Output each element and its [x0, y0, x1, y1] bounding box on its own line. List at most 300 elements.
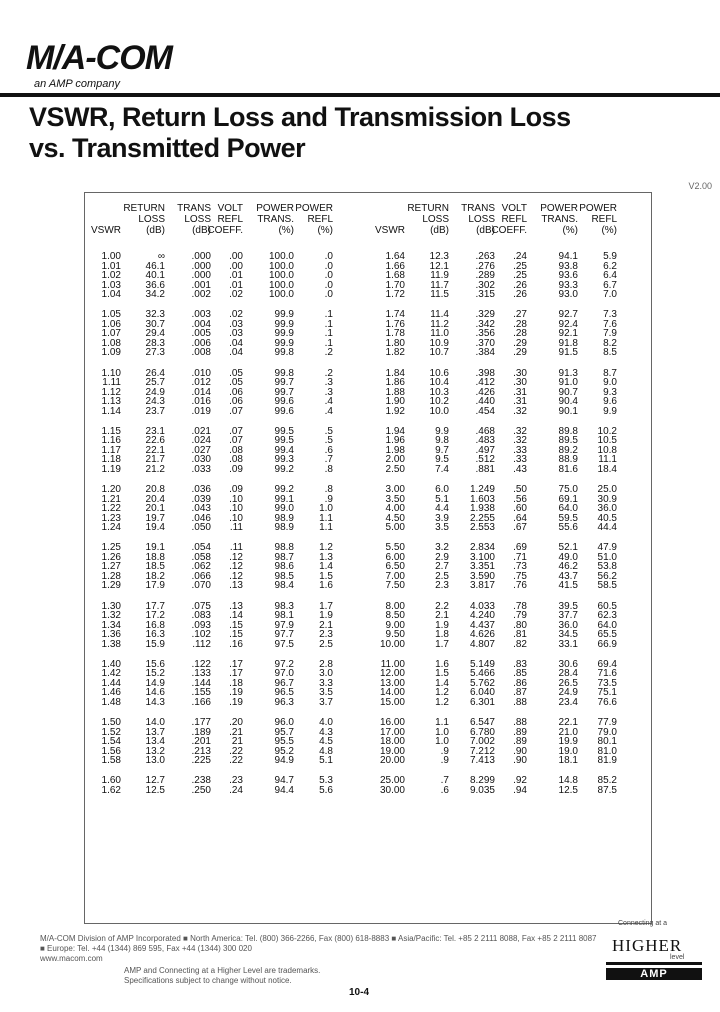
cell-volt-refl: .25 [513, 270, 527, 282]
header-return-loss: RETURN LOSS (dB) [407, 203, 449, 236]
footer-line-2: ■ Europe: Tel. +44 (1344) 869 595, Fax +44 (1344) 300 020 [40, 944, 252, 953]
cell-power-trans: 98.3 [274, 600, 294, 612]
cell-trans-loss: .016 [191, 396, 211, 408]
cell-power-trans: 99.7 [274, 386, 294, 398]
cell-power-trans: 55.6 [558, 522, 578, 534]
cell-volt-refl: .82 [513, 638, 527, 650]
cell-power-refl: .6 [324, 444, 333, 456]
cell-volt-refl: .12 [229, 551, 243, 563]
cell-power-trans: 98.4 [274, 580, 294, 592]
cell-return-loss: 23.7 [145, 405, 165, 417]
cell-trans-loss: .133 [191, 668, 211, 680]
cell-vswr: 1.70 [385, 279, 405, 291]
cell-power-refl: .0 [324, 289, 333, 301]
cell-volt-refl: .10 [229, 512, 243, 524]
cell-trans-loss: .177 [191, 717, 211, 728]
cell-volt-refl: .50 [513, 484, 527, 495]
cell-volt-refl: .07 [229, 425, 243, 437]
cell-vswr: 1.04 [101, 289, 121, 301]
cell-return-loss: 10.2 [429, 396, 449, 408]
cell-power-refl: 71.6 [597, 668, 617, 680]
cell-power-trans: 98.8 [274, 542, 294, 554]
cell-volt-refl: .04 [229, 337, 243, 349]
cell-power-refl: .7 [324, 454, 333, 466]
cell-power-trans: 100.0 [268, 260, 294, 272]
cell-vswr: 1.44 [101, 677, 121, 689]
cell-trans-loss: .070 [191, 580, 211, 592]
cell-trans-loss: .046 [191, 512, 211, 524]
cell-return-loss: 19.4 [145, 522, 165, 534]
header-power-refl: POWER REFL (%) [295, 203, 333, 236]
cell-power-refl: .5 [324, 425, 333, 437]
cell-trans-loss: .356 [475, 328, 495, 340]
cell-power-refl: 4.3 [319, 726, 333, 738]
cell-power-trans: 19.0 [558, 745, 578, 757]
cell-power-refl: 9.9 [603, 405, 617, 417]
cell-power-trans: 100.0 [268, 289, 294, 301]
cell-vswr: 1.29 [101, 580, 121, 592]
cell-trans-loss: 1.249 [469, 484, 495, 495]
cell-vswr: 1.14 [101, 405, 121, 417]
cell-volt-refl: .33 [513, 444, 527, 456]
page-number: 10-4 [349, 987, 370, 998]
cell-trans-loss: .008 [191, 347, 211, 359]
cell-trans-loss: 2.255 [469, 512, 495, 524]
cell-power-trans: 96.0 [274, 717, 294, 728]
cell-power-refl: .4 [324, 405, 333, 417]
cell-power-refl: 47.9 [597, 542, 617, 554]
brand-connecting: Connecting at a [618, 920, 668, 927]
cell-power-trans: 88.9 [558, 454, 578, 466]
cell-trans-loss: .005 [191, 328, 211, 340]
cell-power-trans: 18.1 [558, 755, 578, 767]
cell-vswr: 1.27 [101, 561, 121, 573]
cell-power-trans: 90.7 [558, 386, 578, 398]
cell-vswr: 1.64 [385, 251, 405, 262]
cell-volt-refl: .08 [229, 454, 243, 466]
cell-return-loss: 11.2 [430, 318, 449, 330]
header-vswr: VSWR [375, 225, 405, 236]
cell-volt-refl: .24 [229, 784, 243, 796]
cell-trans-loss: .454 [475, 405, 495, 417]
cell-volt-refl: .89 [513, 726, 527, 738]
cell-vswr: 1.23 [101, 512, 121, 524]
cell-volt-refl: .19 [229, 687, 243, 699]
cell-power-refl: 65.5 [597, 629, 617, 641]
cell-volt-refl: .88 [513, 696, 527, 708]
cell-vswr: 1.03 [101, 279, 121, 291]
footer-website[interactable]: www.macom.com [40, 954, 103, 963]
cell-power-refl: 1.9 [319, 610, 333, 622]
cell-return-loss: 18.8 [145, 551, 165, 563]
cell-power-refl: 1.5 [319, 570, 333, 582]
cell-volt-refl: .12 [229, 570, 243, 582]
cell-power-trans: 14.8 [558, 775, 578, 787]
cell-power-refl: 5.3 [319, 775, 333, 787]
cell-volt-refl: .11 [229, 542, 243, 554]
cell-power-refl: 81.0 [597, 745, 617, 757]
cell-power-trans: 99.9 [274, 318, 294, 330]
cell-return-loss: 27.3 [145, 347, 165, 359]
cell-return-loss: 13.2 [145, 745, 165, 757]
cell-power-trans: 99.0 [274, 503, 294, 515]
cell-trans-loss: .002 [191, 289, 211, 301]
cell-return-loss: 2.2 [435, 600, 449, 612]
cell-return-loss: 1.9 [435, 619, 449, 631]
cell-return-loss: 24.9 [145, 386, 165, 398]
cell-vswr: 1.48 [101, 696, 121, 708]
cell-volt-refl: .26 [513, 279, 527, 291]
cell-trans-loss: .006 [191, 337, 211, 349]
cell-power-refl: 2.5 [319, 638, 333, 650]
cell-vswr: 1.11 [102, 377, 121, 389]
cell-volt-refl: .78 [513, 600, 527, 612]
cell-volt-refl: .79 [513, 610, 527, 622]
cell-volt-refl: .90 [513, 745, 527, 757]
cell-power-trans: 95.5 [274, 736, 294, 748]
cell-volt-refl: .81 [513, 629, 527, 641]
cell-trans-loss: .201 [191, 736, 211, 748]
cell-return-loss: 10.9 [429, 337, 449, 349]
cell-return-loss: 20.4 [145, 493, 165, 505]
cell-trans-loss: .021 [191, 425, 211, 437]
cell-power-trans: 49.0 [558, 551, 578, 563]
cell-volt-refl: .32 [513, 435, 527, 447]
cell-power-trans: 96.5 [274, 687, 294, 699]
cell-power-trans: 98.9 [274, 522, 294, 534]
cell-vswr: 1.38 [101, 638, 121, 650]
cell-trans-loss: 4.626 [469, 629, 495, 641]
cell-power-refl: 1.3 [319, 551, 333, 563]
cell-vswr: 3.00 [385, 484, 405, 495]
cell-vswr: 15.00 [379, 696, 405, 708]
cell-volt-refl: .09 [229, 463, 243, 475]
cell-volt-refl: .17 [229, 658, 243, 670]
cell-power-trans: 99.6 [274, 396, 294, 408]
cell-return-loss: 21.2 [145, 463, 165, 475]
cell-power-trans: 99.8 [274, 367, 294, 379]
cell-trans-loss: .000 [191, 270, 211, 282]
cell-power-refl: 1.2 [319, 542, 333, 554]
cell-volt-refl: .05 [229, 377, 243, 389]
cell-power-refl: 4.0 [319, 717, 333, 728]
cell-return-loss: 15.2 [145, 668, 165, 680]
cell-volt-refl: .23 [229, 775, 243, 787]
cell-return-loss: 9.8 [435, 435, 449, 447]
macom-logo [26, 40, 186, 96]
cell-return-loss: 12.1 [429, 260, 449, 272]
cell-power-refl: 4.8 [319, 745, 333, 757]
cell-trans-loss: 7.002 [469, 736, 495, 748]
cell-power-trans: 100.0 [268, 270, 294, 282]
cell-vswr: 14.00 [379, 687, 405, 699]
cell-power-refl: 10.8 [597, 444, 617, 456]
cell-vswr: 1.66 [385, 260, 405, 272]
cell-trans-loss: .468 [475, 425, 495, 437]
cell-return-loss: 2.3 [435, 580, 449, 592]
cell-return-loss: 5.1 [435, 493, 449, 505]
header-power-refl: POWER REFL (%) [579, 203, 617, 236]
cell-vswr: 1.26 [101, 551, 121, 563]
cell-volt-refl: .60 [513, 503, 527, 515]
cell-power-trans: 93.3 [558, 279, 578, 291]
cell-power-refl: 73.5 [597, 677, 617, 689]
cell-power-trans: 97.7 [274, 629, 294, 641]
cell-vswr: 3.50 [385, 493, 405, 505]
cell-trans-loss: .398 [475, 367, 495, 379]
cell-return-loss: 40.1 [145, 270, 165, 282]
cell-vswr: 9.50 [385, 629, 405, 641]
cell-trans-loss: .102 [191, 629, 211, 641]
cell-vswr: 30.00 [379, 784, 405, 796]
cell-vswr: 1.86 [385, 377, 405, 389]
cell-vswr: 1.68 [385, 270, 405, 282]
cell-power-refl: .4 [324, 396, 333, 408]
cell-vswr: 25.00 [379, 775, 405, 787]
cell-volt-refl: .14 [229, 610, 243, 622]
cell-power-trans: 96.3 [274, 696, 294, 708]
cell-volt-refl: .90 [513, 755, 527, 767]
cell-trans-loss: .024 [191, 435, 211, 447]
cell-power-trans: 24.9 [558, 687, 578, 699]
cell-power-trans: 99.2 [274, 484, 294, 495]
cell-trans-loss: .039 [191, 493, 211, 505]
cell-power-trans: 91.0 [558, 377, 578, 389]
cell-vswr: 1.42 [101, 668, 121, 680]
cell-return-loss: .9 [440, 745, 449, 757]
cell-vswr: 1.18 [101, 454, 121, 466]
cell-vswr: 1.78 [385, 328, 405, 340]
cell-vswr: 1.80 [385, 337, 405, 349]
cell-power-trans: 75.0 [558, 484, 578, 495]
cell-vswr: 4.00 [385, 503, 405, 515]
cell-volt-refl: .30 [513, 367, 527, 379]
cell-volt-refl: .16 [229, 638, 243, 650]
cell-return-loss: 9.7 [435, 444, 449, 456]
cell-power-trans: 91.3 [558, 367, 578, 379]
cell-return-loss: 9.5 [435, 454, 449, 466]
cell-volt-refl: .29 [513, 337, 527, 349]
cell-vswr: 1.02 [101, 270, 121, 282]
cell-power-trans: 92.1 [558, 328, 578, 340]
cell-vswr: 9.00 [385, 619, 405, 631]
cell-vswr: 8.00 [385, 600, 405, 612]
cell-return-loss: 1.4 [435, 677, 449, 689]
cell-vswr: 1.12 [101, 386, 121, 398]
cell-return-loss: 10.0 [429, 405, 449, 417]
cell-vswr: 1.20 [101, 484, 121, 495]
cell-return-loss: 26.4 [145, 367, 165, 379]
cell-return-loss: 19.1 [145, 542, 165, 554]
cell-trans-loss: .881 [475, 463, 495, 475]
header-vswr: VSWR [91, 225, 121, 236]
cell-power-refl: .1 [324, 337, 333, 349]
title-line-1: VSWR, Return Loss and Transmission Loss [29, 102, 571, 132]
cell-trans-loss: .440 [475, 396, 495, 408]
cell-power-trans: 99.5 [274, 425, 294, 437]
cell-trans-loss: .144 [191, 677, 211, 689]
cell-return-loss: .7 [440, 775, 449, 787]
cell-return-loss: 2.9 [435, 551, 449, 563]
cell-power-trans: 33.1 [558, 638, 578, 650]
cell-trans-loss: .093 [191, 619, 211, 631]
cell-power-trans: 100.0 [268, 279, 294, 291]
cell-volt-refl: .22 [229, 755, 243, 767]
cell-power-trans: 99.6 [274, 405, 294, 417]
cell-vswr: 1.30 [101, 600, 121, 612]
cell-vswr: 1.98 [385, 444, 405, 456]
cell-volt-refl: .94 [513, 784, 527, 796]
cell-power-refl: 3.3 [319, 677, 333, 689]
cell-return-loss: 6.0 [435, 484, 449, 495]
cell-volt-refl: .08 [229, 444, 243, 456]
cell-power-refl: 58.5 [597, 580, 617, 592]
cell-volt-refl: .32 [513, 405, 527, 417]
cell-power-refl: 76.6 [597, 696, 617, 708]
cell-trans-loss: 4.807 [469, 638, 495, 650]
cell-volt-refl: .27 [513, 309, 527, 321]
cell-return-loss: 13.7 [145, 726, 165, 738]
cell-power-refl: .8 [324, 484, 333, 495]
cell-power-refl: 8.7 [603, 367, 617, 379]
cell-power-refl: 44.4 [597, 522, 617, 534]
cell-vswr: 17.00 [379, 726, 405, 738]
cell-vswr: 1.06 [101, 318, 121, 330]
cell-power-trans: 98.7 [274, 551, 294, 563]
cell-power-trans: 92.4 [558, 318, 578, 330]
cell-return-loss: 1.0 [435, 726, 449, 738]
cell-return-loss: 9.9 [435, 425, 449, 437]
cell-vswr: 6.00 [385, 551, 405, 563]
cell-vswr: 1.40 [101, 658, 121, 670]
cell-trans-loss: .050 [191, 522, 211, 534]
cell-volt-refl: .21 [229, 726, 243, 738]
cell-return-loss: 21.7 [145, 454, 165, 466]
cell-trans-loss: .058 [191, 551, 211, 563]
cell-trans-loss: .014 [191, 386, 211, 398]
cell-power-refl: 64.0 [597, 619, 617, 631]
header-rule [0, 93, 720, 97]
cell-power-refl: 9.3 [603, 386, 617, 398]
cell-volt-refl: .13 [229, 580, 243, 592]
cell-trans-loss: 5.466 [469, 668, 495, 680]
cell-power-trans: 36.0 [558, 619, 578, 631]
title-line-2: vs. Transmitted Power [29, 133, 306, 163]
cell-trans-loss: .054 [191, 542, 211, 554]
cell-volt-refl: .03 [229, 318, 243, 330]
cell-power-refl: .2 [324, 347, 333, 359]
cell-vswr: 1.24 [101, 522, 121, 534]
cell-vswr: 1.56 [101, 745, 121, 757]
cell-power-refl: 1.4 [319, 561, 333, 573]
cell-vswr: 1.22 [101, 503, 121, 515]
cell-trans-loss: .384 [475, 347, 495, 359]
cell-power-refl: 6.4 [603, 270, 617, 282]
cell-power-refl: 2.3 [319, 629, 333, 641]
cell-vswr: 10.00 [379, 638, 405, 650]
cell-power-trans: 59.5 [558, 512, 578, 524]
cell-trans-loss: .000 [191, 251, 211, 262]
cell-power-refl: 8.5 [603, 347, 617, 359]
cell-vswr: 1.96 [385, 435, 405, 447]
cell-vswr: 1.09 [101, 347, 121, 359]
cell-trans-loss: .003 [191, 309, 211, 321]
cell-power-trans: 69.1 [558, 493, 578, 505]
cell-volt-refl: .76 [513, 580, 527, 592]
cell-return-loss: 13.4 [145, 736, 165, 748]
table-left-column [85, 193, 365, 923]
cell-power-refl: 1.0 [319, 503, 333, 515]
cell-trans-loss: .001 [191, 279, 211, 291]
cell-power-refl: 62.3 [597, 610, 617, 622]
cell-return-loss: 11.0 [430, 328, 449, 340]
cell-power-trans: 100.0 [268, 251, 294, 262]
cell-power-trans: 22.1 [558, 717, 578, 728]
cell-trans-loss: .066 [191, 570, 211, 582]
footer-line-1: M/A-COM Division of AMP Incorporated ■ North America: Tel. (800) 366-2266, Fax (800) 618-8883 ■ Asia/Pacific: Tel. +85 2 2111 8088, Fax +85 2 2111 8087 [40, 934, 597, 943]
cell-return-loss: 11.9 [430, 270, 449, 282]
cell-volt-refl: .02 [229, 289, 243, 301]
cell-return-loss: 20.1 [145, 503, 165, 515]
cell-volt-refl: .28 [513, 328, 527, 340]
cell-trans-loss: .483 [475, 435, 495, 447]
cell-vswr: 1.15 [101, 425, 121, 437]
cell-trans-loss: .213 [191, 745, 211, 757]
cell-trans-loss: 1.938 [469, 503, 495, 515]
cell-power-trans: 94.9 [274, 755, 294, 767]
cell-power-refl: 80.1 [597, 736, 617, 748]
cell-power-refl: 30.9 [597, 493, 617, 505]
cell-trans-loss: .426 [475, 386, 495, 398]
brand-higher: HIGHER [612, 936, 683, 955]
cell-power-trans: 92.7 [558, 309, 578, 321]
cell-volt-refl: .31 [513, 396, 527, 408]
cell-volt-refl: .33 [513, 454, 527, 466]
cell-power-trans: 97.5 [274, 638, 294, 650]
cell-volt-refl: 21 [231, 736, 243, 748]
cell-power-trans: 23.4 [558, 696, 578, 708]
cell-vswr: 1.21 [101, 493, 121, 505]
cell-power-refl: 77.9 [597, 717, 617, 728]
cell-trans-loss: 9.035 [469, 784, 495, 796]
cell-volt-refl: .15 [229, 619, 243, 631]
cell-power-trans: 97.2 [274, 658, 294, 670]
cell-vswr: 1.25 [101, 542, 121, 554]
cell-power-refl: 66.9 [597, 638, 617, 650]
cell-return-loss: 1.1 [435, 717, 449, 728]
cell-trans-loss: 3.100 [469, 551, 495, 563]
cell-return-loss: 25.7 [145, 377, 165, 389]
cell-power-refl: 1.1 [319, 522, 333, 534]
cell-trans-loss: .412 [475, 377, 495, 389]
cell-trans-loss: .036 [191, 484, 211, 495]
cell-power-trans: 30.6 [558, 658, 578, 670]
cell-volt-refl: .88 [513, 717, 527, 728]
cell-volt-refl: .85 [513, 668, 527, 680]
cell-power-refl: 87.5 [597, 784, 617, 796]
cell-trans-loss: .342 [475, 318, 495, 330]
cell-power-trans: 99.1 [274, 493, 294, 505]
cell-volt-refl: .75 [513, 570, 527, 582]
cell-trans-loss: 4.033 [469, 600, 495, 612]
cell-volt-refl: .43 [513, 463, 527, 475]
cell-return-loss: .6 [440, 784, 449, 796]
cell-return-loss: 12.3 [429, 251, 449, 262]
cell-vswr: 1.94 [385, 425, 405, 437]
cell-power-refl: 53.8 [597, 561, 617, 573]
header-volt-refl: VOLT REFL COEFF. [207, 203, 243, 236]
cell-volt-refl: .05 [229, 367, 243, 379]
